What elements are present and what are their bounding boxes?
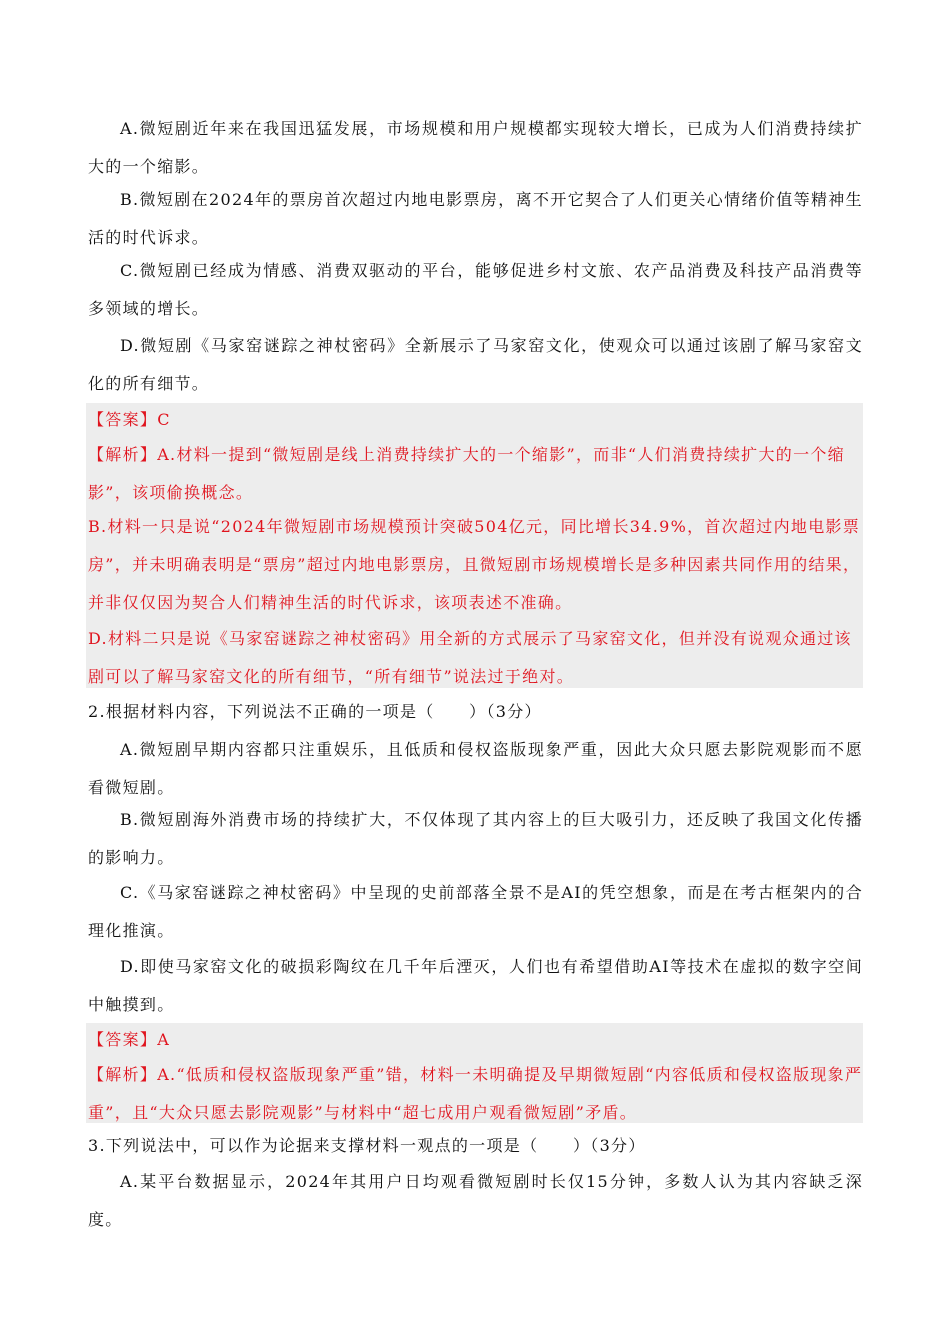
q1-option-d: D.微短剧《马家窑谜踪之神杖密码》全新展示了马家窑文化，使观众可以通过该剧了解马家窑文化的所有细节。 [88,336,863,393]
q3-stem: 3.下列说法中，可以作为论据来支撑材料一观点的一项是（ ）（3分） [88,1136,646,1155]
q1-option-b: B.微短剧在2024年的票房首次超过内地电影票房，离不开它契合了人们更关心情绪价值等精神生活的时代诉求。 [88,190,863,247]
q2-option-d: D.即使马家窑文化的破损彩陶纹在几千年后湮灭，人们也有希望借助AI等技术在虚拟的数字空间中触摸到。 [88,957,863,1014]
q3-option-a: A.某平台数据显示，2024年其用户日均观看微短剧时长仅15分钟，多数人认为其内容缺乏深度。 [88,1172,863,1229]
q1-analysis-a: 【解析】A.材料一提到“微短剧是线上消费持续扩大的一个缩影”，而非“人们消费持续扩大的一个缩影”，该项偷换概念。 [88,445,845,502]
q1-analysis-b: B.材料一只是说“2024年微短剧市场规模预计突破504亿元，同比增长34.9%，首次超过内地电影票房”，并未明确表明是“票房”超过内地电影票房，且微短剧市场规模增长是多种因素共同作用的结果，并非仅仅因为契合人们精神生活的时代诉求，该项表述不准确。 [88,517,861,612]
q1-option-c: C.微短剧已经成为情感、消费双驱动的平台，能够促进乡村文旅、农产品消费及科技产品消费等多领域的增长。 [88,261,863,318]
q2-answer: 【答案】A [88,1030,171,1049]
q2-option-a: A.微短剧早期内容都只注重娱乐，且低质和侵权盗版现象严重，因此大众只愿去影院观影而不愿看微短剧。 [88,740,863,797]
q2-analysis-a: 【解析】A.“低质和侵权盗版现象严重”错，材料一未明确提及早期微短剧“内容低质和侵权盗版现象严重”，且“大众只愿去影院观影”与材料中“超七成用户观看微短剧”矛盾。 [88,1065,863,1122]
q2-stem: 2.根据材料内容，下列说法不正确的一项是（ ）（3分） [88,702,542,721]
q1-analysis-d: D.材料二只是说《马家窑谜踪之神杖密码》用全新的方式展示了马家窑文化，但并没有说观众通过该剧可以了解马家窑文化的所有细节，“所有细节”说法过于绝对。 [88,629,852,686]
q1-answer: 【答案】C [88,410,171,429]
q1-option-a: A.微短剧近年来在我国迅猛发展，市场规模和用户规模都实现较大增长，已成为人们消费持续扩大的一个缩影。 [88,119,863,176]
q2-option-b: B.微短剧海外消费市场的持续扩大，不仅体现了其内容上的巨大吸引力，还反映了我国文化传播的影响力。 [88,810,863,867]
q2-option-c: C.《马家窑谜踪之神杖密码》中呈现的史前部落全景不是AI的凭空想象，而是在考古框架内的合理化推演。 [88,883,863,940]
